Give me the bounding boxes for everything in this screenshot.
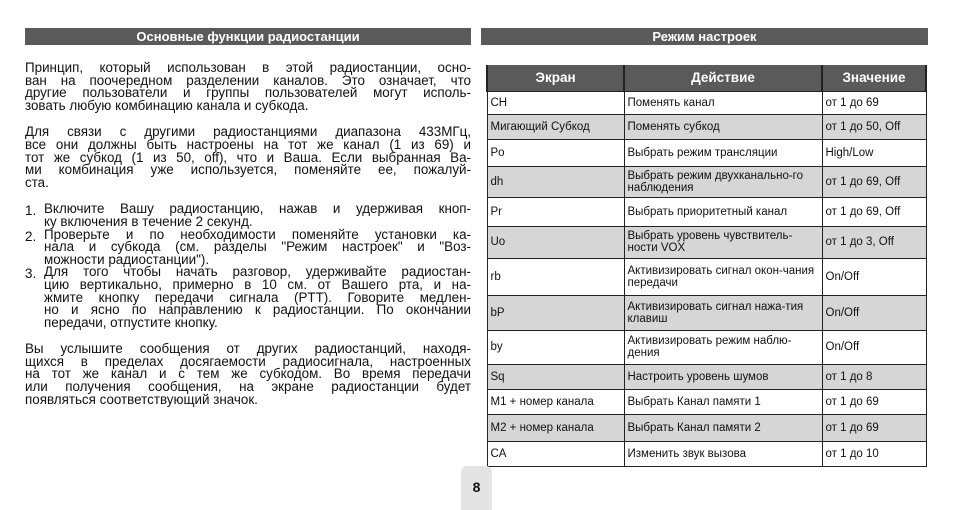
text-line: тот же субкод (1 из 50, off), что и Ваша. Если выбранная Ва- (25, 149, 471, 165)
list-item (25, 266, 471, 329)
text-line: Для связи с другими радиостанциями диапазона 433МГц, (25, 124, 471, 140)
cell-value: от 1 до 69 (822, 414, 926, 441)
cell-value: On/Off (822, 258, 926, 295)
table-row (487, 197, 926, 226)
cell-screen: bP (487, 295, 624, 330)
cell-screen: dh (487, 166, 624, 197)
text-line: щихся в пределах досягаемости радиосигнала, настроенных (25, 353, 471, 369)
page-number: 8 (461, 466, 492, 510)
text-line: Включите Вашу радиостанцию, нажав и удерживая кноп- (44, 201, 471, 217)
list-number: 2. (25, 228, 37, 244)
table-row (487, 414, 926, 441)
section-title-settings-mode: Режим настроек (481, 28, 928, 45)
cell-action: Поменять субкод (624, 114, 822, 139)
cell-value: от 1 до 69 (822, 389, 926, 414)
paragraph-compatibility (25, 126, 471, 189)
paragraph-principle (25, 62, 471, 112)
cell-value: от 1 до 69, Off (822, 197, 926, 226)
cell-screen: rb (487, 258, 624, 295)
cell-screen: Pr (487, 197, 624, 226)
cell-action: Выбрать приоритетный канал (624, 197, 822, 226)
text-line: ван на поочередном разделении каналов. Это означает, что (25, 72, 471, 88)
table-row (487, 226, 926, 258)
text-line: можности радиостанции"). (44, 251, 210, 267)
cell-action: Выбрать уровень чувствитель-ности VOX (624, 226, 822, 258)
cell-action: Поменять канал (624, 91, 822, 114)
text-line: жмите кнопку передачи сигнала (PTT). Говорите медлен- (44, 289, 471, 305)
cell-action: Выбрать Канал памяти 2 (624, 414, 822, 441)
cell-value: от 1 до 8 (822, 364, 926, 389)
header-screen: Экран (487, 65, 624, 91)
list-item (25, 203, 471, 228)
table-row (487, 166, 926, 197)
text-line: цию вертикально, примерно в 10 см. от Вашего рта, и на- (44, 276, 471, 292)
cell-action: Выбрать Канал памяти 1 (624, 389, 822, 414)
cell-screen: by (487, 330, 624, 364)
text-line: нала и субкода (см. разделы "Режим настроек" и "Воз- (44, 239, 471, 255)
text-line: другие пользователи и группы пользователей могут исполь- (25, 85, 471, 101)
text-line: Проверьте и по необходимости поменяйте установки ка- (44, 226, 471, 242)
cell-value: от 1 до 50, Off (822, 114, 926, 139)
text-line: ми комбинация уже используется, поменяйте ее, пожалуй- (25, 162, 471, 178)
list-number: 3. (25, 266, 37, 282)
table-row (487, 389, 926, 414)
cell-screen: Sq (487, 364, 624, 389)
cell-value: от 1 до 69 (822, 91, 926, 114)
text-line: или получения сообщения, на экране радиостанции будет (25, 379, 471, 395)
text-line: передачи, отпустите кнопку. (44, 314, 218, 330)
table-header (487, 65, 926, 91)
cell-action: Активизировать сигнал окон-чания передачи (624, 258, 822, 295)
table-row (487, 258, 926, 295)
cell-value: On/Off (822, 295, 926, 330)
cell-screen: Мигающий Субкод (487, 114, 624, 139)
text-line: все они должны быть настроены на тот же канал (1 из 69) и (25, 136, 471, 152)
list-item (25, 226, 471, 267)
cell-screen: M2 + номер канала (487, 414, 624, 441)
text-line: появляться соответствующий значок. (25, 391, 258, 407)
cell-action: Настроить уровень шумов (624, 364, 822, 389)
cell-action: Изменить звук вызова (624, 441, 822, 466)
settings-table (486, 65, 927, 467)
table-row (487, 114, 926, 139)
cell-screen: CA (487, 441, 624, 466)
text-line: ста. (25, 174, 49, 190)
header-value: Значение (822, 65, 926, 91)
list-number: 1. (25, 203, 37, 219)
table-row (487, 91, 926, 114)
text-line: на тот же канал и с тем же субкодом. Во время передачи (25, 366, 471, 382)
cell-action: Выбрать режим двухканально-го наблюдения (624, 166, 822, 197)
table-row (487, 139, 926, 166)
cell-screen: M1 + номер канала (487, 389, 624, 414)
text-line: Принцип, который использован в этой радиостанции, осно- (25, 60, 471, 75)
cell-screen: Po (487, 139, 624, 166)
cell-value: On/Off (822, 330, 926, 364)
paragraph-messages (25, 343, 471, 406)
instructions-list (25, 203, 471, 329)
cell-screen: Uo (487, 226, 624, 258)
cell-action: Выбрать режим трансляции (624, 139, 822, 166)
cell-action: Активизировать режим наблю-дения (624, 330, 822, 364)
table-row (487, 364, 926, 389)
cell-value: от 1 до 3, Off (822, 226, 926, 258)
text-line: Для того чтобы начать разговор, удерживайте радиостан- (44, 264, 471, 280)
text-line: Вы услышите сообщения от других радиостанций, находя- (25, 341, 471, 357)
text-line: зовать любую комбинацию канала и субкода. (25, 97, 309, 113)
left-column (25, 62, 471, 420)
table-row (487, 295, 926, 330)
cell-value: от 1 до 10 (822, 441, 926, 466)
text-line: ку включения в течение 2 секунд. (44, 213, 253, 229)
header-action: Действие (624, 65, 822, 91)
cell-value: от 1 до 69, Off (822, 166, 926, 197)
table-row (487, 441, 926, 466)
cell-value: High/Low (822, 139, 926, 166)
text-line: но и ясно по направлению к радиостанции. По окончании (44, 302, 471, 318)
cell-screen: CH (487, 91, 624, 114)
cell-action: Активизировать сигнал нажа-тия клавиш (624, 295, 822, 330)
section-title-basic-functions: Основные функции радиостанции (25, 28, 471, 45)
table-row (487, 330, 926, 364)
